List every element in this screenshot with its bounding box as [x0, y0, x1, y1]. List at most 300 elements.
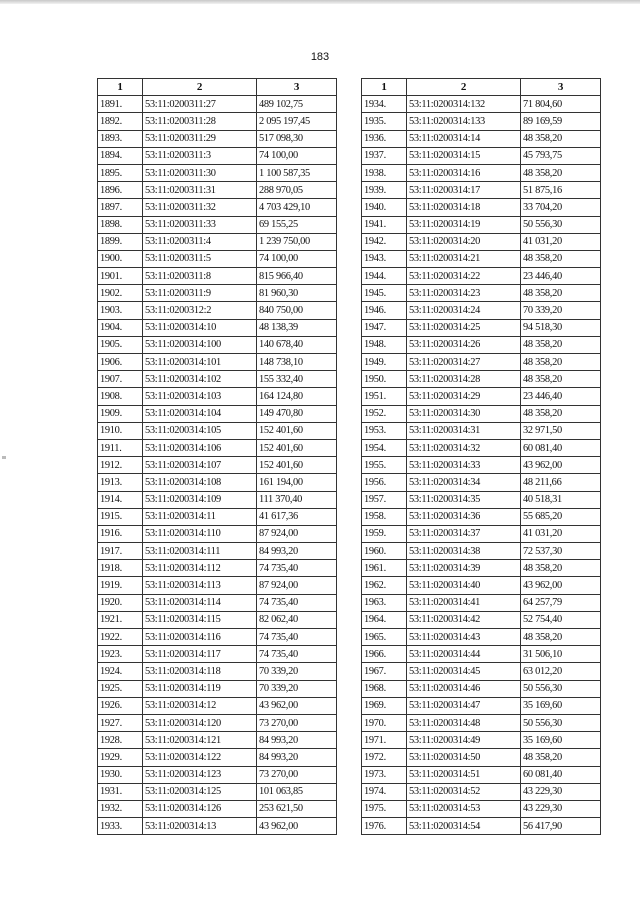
row-index-cell: 1894. [98, 147, 143, 164]
table-row [98, 783, 337, 800]
value-cell: 50 556,30 [521, 714, 601, 731]
cadastral-number-cell: 53:11:0200314:126 [143, 800, 257, 817]
cadastral-number-cell: 53:11:0200314:13 [143, 818, 257, 835]
value-cell: 70 339,20 [521, 302, 601, 319]
cadastral-number-cell: 53:11:0200314:29 [407, 388, 521, 405]
table-row [98, 354, 337, 371]
value-cell: 35 169,60 [521, 732, 601, 749]
table-row [98, 113, 337, 130]
cadastral-number-cell: 53:11:0200311:4 [143, 233, 257, 250]
cadastral-number-cell: 53:11:0200314:32 [407, 439, 521, 456]
value-cell: 74 735,40 [257, 629, 337, 646]
table-row [98, 371, 337, 388]
table-row [362, 749, 601, 766]
row-index-cell: 1950. [362, 371, 407, 388]
table-row [98, 164, 337, 181]
table-row [98, 543, 337, 560]
value-cell: 35 169,60 [521, 697, 601, 714]
row-index-cell: 1976. [362, 818, 407, 835]
table-row [98, 646, 337, 663]
value-cell: 43 229,30 [521, 783, 601, 800]
table-row [98, 130, 337, 147]
value-cell: 517 098,30 [257, 130, 337, 147]
row-index-cell: 1907. [98, 371, 143, 388]
row-index-cell: 1947. [362, 319, 407, 336]
table-row [98, 147, 337, 164]
value-cell: 72 537,30 [521, 543, 601, 560]
table-row [98, 611, 337, 628]
table-row [98, 405, 337, 422]
row-index-cell: 1923. [98, 646, 143, 663]
row-index-cell: 1942. [362, 233, 407, 250]
row-index-cell: 1934. [362, 96, 407, 113]
value-cell: 43 962,00 [521, 457, 601, 474]
table-row [98, 629, 337, 646]
value-cell: 41 031,20 [521, 525, 601, 542]
row-index-cell: 1906. [98, 354, 143, 371]
table-row [362, 697, 601, 714]
cadastral-number-cell: 53:11:0200314:30 [407, 405, 521, 422]
row-index-cell: 1928. [98, 732, 143, 749]
cadastral-number-cell: 53:11:0200314:21 [407, 250, 521, 267]
table-row [362, 182, 601, 199]
table-row [98, 422, 337, 439]
column-header-value: 3 [257, 79, 337, 96]
row-index-cell: 1933. [98, 818, 143, 835]
table-row [98, 336, 337, 353]
row-index-cell: 1924. [98, 663, 143, 680]
cadastral-number-cell: 53:11:0200314:36 [407, 508, 521, 525]
value-cell: 63 012,20 [521, 663, 601, 680]
cadastral-number-cell: 53:11:0200314:35 [407, 491, 521, 508]
cadastral-number-cell: 53:11:0200314:123 [143, 766, 257, 783]
row-index-cell: 1922. [98, 629, 143, 646]
cadastral-number-cell: 53:11:0200314:115 [143, 611, 257, 628]
row-index-cell: 1941. [362, 216, 407, 233]
row-index-cell: 1903. [98, 302, 143, 319]
cadastral-number-cell: 53:11:0200311:31 [143, 182, 257, 199]
cadastral-number-cell: 53:11:0200314:44 [407, 646, 521, 663]
value-cell: 84 993,20 [257, 543, 337, 560]
cadastral-number-cell: 53:11:0200311:27 [143, 96, 257, 113]
cadastral-number-cell: 53:11:0200314:28 [407, 371, 521, 388]
row-index-cell: 1897. [98, 199, 143, 216]
table-row [362, 783, 601, 800]
row-index-cell: 1926. [98, 697, 143, 714]
row-index-cell: 1957. [362, 491, 407, 508]
value-cell: 74 735,40 [257, 646, 337, 663]
table-row [98, 302, 337, 319]
page-number: 183 [310, 51, 330, 63]
cadastral-number-cell: 53:11:0200311:9 [143, 285, 257, 302]
table-row [362, 663, 601, 680]
cadastral-number-cell: 53:11:0200314:19 [407, 216, 521, 233]
table-row [98, 508, 337, 525]
cadastral-number-cell: 53:11:0200314:34 [407, 474, 521, 491]
value-cell: 101 063,85 [257, 783, 337, 800]
table-header-row [362, 79, 601, 96]
row-index-cell: 1931. [98, 783, 143, 800]
row-index-cell: 1965. [362, 629, 407, 646]
value-cell: 48 358,20 [521, 749, 601, 766]
cadastral-number-cell: 53:11:0200311:29 [143, 130, 257, 147]
cadastral-number-cell: 53:11:0200314:37 [407, 525, 521, 542]
value-cell: 48 211,66 [521, 474, 601, 491]
cadastral-number-cell: 53:11:0200314:106 [143, 439, 257, 456]
row-index-cell: 1913. [98, 474, 143, 491]
row-index-cell: 1939. [362, 182, 407, 199]
table-row [362, 302, 601, 319]
cadastral-number-cell: 53:11:0200314:49 [407, 732, 521, 749]
row-index-cell: 1958. [362, 508, 407, 525]
table-row [362, 164, 601, 181]
table-body-right [362, 96, 601, 835]
row-index-cell: 1962. [362, 577, 407, 594]
row-index-cell: 1935. [362, 113, 407, 130]
table-row [362, 629, 601, 646]
cadastral-number-cell: 53:11:0200314:31 [407, 422, 521, 439]
table-row [362, 439, 601, 456]
value-cell: 41 031,20 [521, 233, 601, 250]
row-index-cell: 1964. [362, 611, 407, 628]
cadastral-number-cell: 53:11:0200314:10 [143, 319, 257, 336]
table-row [98, 250, 337, 267]
table-row [362, 147, 601, 164]
cadastral-table-right [361, 78, 601, 835]
table-row [362, 216, 601, 233]
cadastral-number-cell: 53:11:0200314:105 [143, 422, 257, 439]
row-index-cell: 1945. [362, 285, 407, 302]
row-index-cell: 1904. [98, 319, 143, 336]
table-row [98, 525, 337, 542]
row-index-cell: 1914. [98, 491, 143, 508]
table-row [98, 491, 337, 508]
value-cell: 152 401,60 [257, 457, 337, 474]
value-cell: 489 102,75 [257, 96, 337, 113]
value-cell: 32 971,50 [521, 422, 601, 439]
value-cell: 2 095 197,45 [257, 113, 337, 130]
table-row [98, 732, 337, 749]
cadastral-number-cell: 53:11:0200314:52 [407, 783, 521, 800]
value-cell: 148 738,10 [257, 354, 337, 371]
cadastral-number-cell: 53:11:0200312:2 [143, 302, 257, 319]
value-cell: 74 100,00 [257, 147, 337, 164]
cadastral-number-cell: 53:11:0200314:113 [143, 577, 257, 594]
cadastral-number-cell: 53:11:0200314:101 [143, 354, 257, 371]
cadastral-number-cell: 53:11:0200311:32 [143, 199, 257, 216]
cadastral-number-cell: 53:11:0200314:108 [143, 474, 257, 491]
cadastral-number-cell: 53:11:0200314:22 [407, 268, 521, 285]
table-row [362, 646, 601, 663]
table-row [362, 508, 601, 525]
value-cell: 94 518,30 [521, 319, 601, 336]
value-cell: 74 100,00 [257, 250, 337, 267]
column-header-value: 3 [521, 79, 601, 96]
table-row [98, 594, 337, 611]
row-index-cell: 1918. [98, 560, 143, 577]
table-row [98, 697, 337, 714]
value-cell: 815 966,40 [257, 268, 337, 285]
cadastral-number-cell: 53:11:0200314:43 [407, 629, 521, 646]
column-header-cadastral-number: 2 [143, 79, 257, 96]
row-index-cell: 1954. [362, 439, 407, 456]
row-index-cell: 1915. [98, 508, 143, 525]
row-index-cell: 1901. [98, 268, 143, 285]
cadastral-number-cell: 53:11:0200314:24 [407, 302, 521, 319]
table-row [98, 182, 337, 199]
value-cell: 81 960,30 [257, 285, 337, 302]
cadastral-number-cell: 53:11:0200314:40 [407, 577, 521, 594]
row-index-cell: 1970. [362, 714, 407, 731]
cadastral-number-cell: 53:11:0200314:54 [407, 818, 521, 835]
column-header-index: 1 [98, 79, 143, 96]
row-index-cell: 1968. [362, 680, 407, 697]
value-cell: 48 358,20 [521, 405, 601, 422]
value-cell: 64 257,79 [521, 594, 601, 611]
row-index-cell: 1952. [362, 405, 407, 422]
row-index-cell: 1895. [98, 164, 143, 181]
cadastral-number-cell: 53:11:0200314:16 [407, 164, 521, 181]
value-cell: 288 970,05 [257, 182, 337, 199]
cadastral-number-cell: 53:11:0200311:30 [143, 164, 257, 181]
value-cell: 43 962,00 [257, 697, 337, 714]
cadastral-number-cell: 53:11:0200311:5 [143, 250, 257, 267]
row-index-cell: 1908. [98, 388, 143, 405]
row-index-cell: 1896. [98, 182, 143, 199]
row-index-cell: 1925. [98, 680, 143, 697]
value-cell: 73 270,00 [257, 766, 337, 783]
cadastral-number-cell: 53:11:0200314:42 [407, 611, 521, 628]
value-cell: 50 556,30 [521, 216, 601, 233]
cadastral-number-cell: 53:11:0200314:107 [143, 457, 257, 474]
cadastral-number-cell: 53:11:0200314:11 [143, 508, 257, 525]
value-cell: 48 358,20 [521, 336, 601, 353]
row-index-cell: 1949. [362, 354, 407, 371]
row-index-cell: 1940. [362, 199, 407, 216]
value-cell: 164 124,80 [257, 388, 337, 405]
cadastral-number-cell: 53:11:0200314:122 [143, 749, 257, 766]
cadastral-number-cell: 53:11:0200314:118 [143, 663, 257, 680]
value-cell: 33 704,20 [521, 199, 601, 216]
value-cell: 43 229,30 [521, 800, 601, 817]
value-cell: 48 358,20 [521, 130, 601, 147]
cadastral-number-cell: 53:11:0200314:114 [143, 594, 257, 611]
table-header-row [98, 79, 337, 96]
cadastral-number-cell: 53:11:0200314:17 [407, 182, 521, 199]
row-index-cell: 1917. [98, 543, 143, 560]
cadastral-number-cell: 53:11:0200314:121 [143, 732, 257, 749]
row-index-cell: 1953. [362, 422, 407, 439]
cadastral-number-cell: 53:11:0200311:3 [143, 147, 257, 164]
table-row [362, 319, 601, 336]
table-row [362, 594, 601, 611]
cadastral-number-cell: 53:11:0200314:119 [143, 680, 257, 697]
row-index-cell: 1909. [98, 405, 143, 422]
value-cell: 31 506,10 [521, 646, 601, 663]
row-index-cell: 1912. [98, 457, 143, 474]
value-cell: 74 735,40 [257, 594, 337, 611]
table-row [362, 577, 601, 594]
row-index-cell: 1891. [98, 96, 143, 113]
row-index-cell: 1971. [362, 732, 407, 749]
cadastral-number-cell: 53:11:0200314:133 [407, 113, 521, 130]
value-cell: 87 924,00 [257, 577, 337, 594]
cadastral-number-cell: 53:11:0200314:46 [407, 680, 521, 697]
value-cell: 70 339,20 [257, 663, 337, 680]
table-row [362, 560, 601, 577]
row-index-cell: 1972. [362, 749, 407, 766]
cadastral-number-cell: 53:11:0200314:48 [407, 714, 521, 731]
table-row [362, 818, 601, 835]
value-cell: 41 617,36 [257, 508, 337, 525]
table-row [362, 371, 601, 388]
value-cell: 48 138,39 [257, 319, 337, 336]
table-row [98, 439, 337, 456]
row-index-cell: 1899. [98, 233, 143, 250]
row-index-cell: 1959. [362, 525, 407, 542]
value-cell: 70 339,20 [257, 680, 337, 697]
row-index-cell: 1929. [98, 749, 143, 766]
table-row [362, 525, 601, 542]
value-cell: 111 370,40 [257, 491, 337, 508]
value-cell: 60 081,40 [521, 766, 601, 783]
value-cell: 45 793,75 [521, 147, 601, 164]
row-index-cell: 1944. [362, 268, 407, 285]
value-cell: 48 358,20 [521, 164, 601, 181]
cadastral-number-cell: 53:11:0200311:8 [143, 268, 257, 285]
table-row [98, 663, 337, 680]
value-cell: 74 735,40 [257, 560, 337, 577]
table-row [98, 749, 337, 766]
row-index-cell: 1943. [362, 250, 407, 267]
cadastral-number-cell: 53:11:0200314:53 [407, 800, 521, 817]
row-index-cell: 1946. [362, 302, 407, 319]
row-index-cell: 1921. [98, 611, 143, 628]
table-row [362, 543, 601, 560]
value-cell: 48 358,20 [521, 629, 601, 646]
table-row [362, 714, 601, 731]
cadastral-number-cell: 53:11:0200314:39 [407, 560, 521, 577]
value-cell: 1 239 750,00 [257, 233, 337, 250]
value-cell: 48 358,20 [521, 560, 601, 577]
row-index-cell: 1898. [98, 216, 143, 233]
row-index-cell: 1975. [362, 800, 407, 817]
value-cell: 51 875,16 [521, 182, 601, 199]
row-index-cell: 1892. [98, 113, 143, 130]
cadastral-table-left [97, 78, 337, 835]
value-cell: 43 962,00 [521, 577, 601, 594]
table-row [98, 818, 337, 835]
value-cell: 155 332,40 [257, 371, 337, 388]
table-row [98, 474, 337, 491]
value-cell: 152 401,60 [257, 422, 337, 439]
value-cell: 50 556,30 [521, 680, 601, 697]
row-index-cell: 1963. [362, 594, 407, 611]
value-cell: 48 358,20 [521, 371, 601, 388]
table-row [98, 285, 337, 302]
value-cell: 1 100 587,35 [257, 164, 337, 181]
row-index-cell: 1911. [98, 439, 143, 456]
row-index-cell: 1951. [362, 388, 407, 405]
cadastral-number-cell: 53:11:0200314:33 [407, 457, 521, 474]
row-index-cell: 1967. [362, 663, 407, 680]
cadastral-number-cell: 53:11:0200314:20 [407, 233, 521, 250]
row-index-cell: 1936. [362, 130, 407, 147]
column-header-cadastral-number: 2 [407, 79, 521, 96]
value-cell: 149 470,80 [257, 405, 337, 422]
cadastral-number-cell: 53:11:0200311:33 [143, 216, 257, 233]
value-cell: 60 081,40 [521, 439, 601, 456]
row-index-cell: 1916. [98, 525, 143, 542]
value-cell: 43 962,00 [257, 818, 337, 835]
table-row [98, 233, 337, 250]
value-cell: 69 155,25 [257, 216, 337, 233]
value-cell: 48 358,20 [521, 354, 601, 371]
table-row [362, 233, 601, 250]
table-row [362, 457, 601, 474]
row-index-cell: 1961. [362, 560, 407, 577]
value-cell: 82 062,40 [257, 611, 337, 628]
cadastral-number-cell: 53:11:0200314:18 [407, 199, 521, 216]
value-cell: 4 703 429,10 [257, 199, 337, 216]
row-index-cell: 1920. [98, 594, 143, 611]
value-cell: 73 270,00 [257, 714, 337, 731]
cadastral-number-cell: 53:11:0200314:12 [143, 697, 257, 714]
row-index-cell: 1905. [98, 336, 143, 353]
value-cell: 89 169,59 [521, 113, 601, 130]
table-row [98, 680, 337, 697]
value-cell: 48 358,20 [521, 250, 601, 267]
cadastral-number-cell: 53:11:0200314:47 [407, 697, 521, 714]
scan-margin-mark [2, 456, 6, 459]
value-cell: 48 358,20 [521, 285, 601, 302]
table-row [98, 199, 337, 216]
cadastral-number-cell: 53:11:0200314:26 [407, 336, 521, 353]
table-row [362, 113, 601, 130]
value-cell: 56 417,90 [521, 818, 601, 835]
value-cell: 23 446,40 [521, 268, 601, 285]
cadastral-number-cell: 53:11:0200314:100 [143, 336, 257, 353]
cadastral-number-cell: 53:11:0200314:38 [407, 543, 521, 560]
value-cell: 71 804,60 [521, 96, 601, 113]
value-cell: 161 194,00 [257, 474, 337, 491]
cadastral-number-cell: 53:11:0200314:45 [407, 663, 521, 680]
table-row [98, 457, 337, 474]
table-row [362, 250, 601, 267]
value-cell: 840 750,00 [257, 302, 337, 319]
table-row [98, 577, 337, 594]
table-body-left [98, 96, 337, 835]
table-row [362, 680, 601, 697]
table-row [98, 800, 337, 817]
row-index-cell: 1919. [98, 577, 143, 594]
cadastral-number-cell: 53:11:0200314:132 [407, 96, 521, 113]
row-index-cell: 1955. [362, 457, 407, 474]
table-row [98, 319, 337, 336]
value-cell: 40 518,31 [521, 491, 601, 508]
row-index-cell: 1956. [362, 474, 407, 491]
table-row [362, 491, 601, 508]
row-index-cell: 1930. [98, 766, 143, 783]
row-index-cell: 1969. [362, 697, 407, 714]
value-cell: 84 993,20 [257, 732, 337, 749]
value-cell: 87 924,00 [257, 525, 337, 542]
table-row [362, 422, 601, 439]
cadastral-number-cell: 53:11:0200314:23 [407, 285, 521, 302]
table-row [98, 268, 337, 285]
row-index-cell: 1938. [362, 164, 407, 181]
value-cell: 52 754,40 [521, 611, 601, 628]
